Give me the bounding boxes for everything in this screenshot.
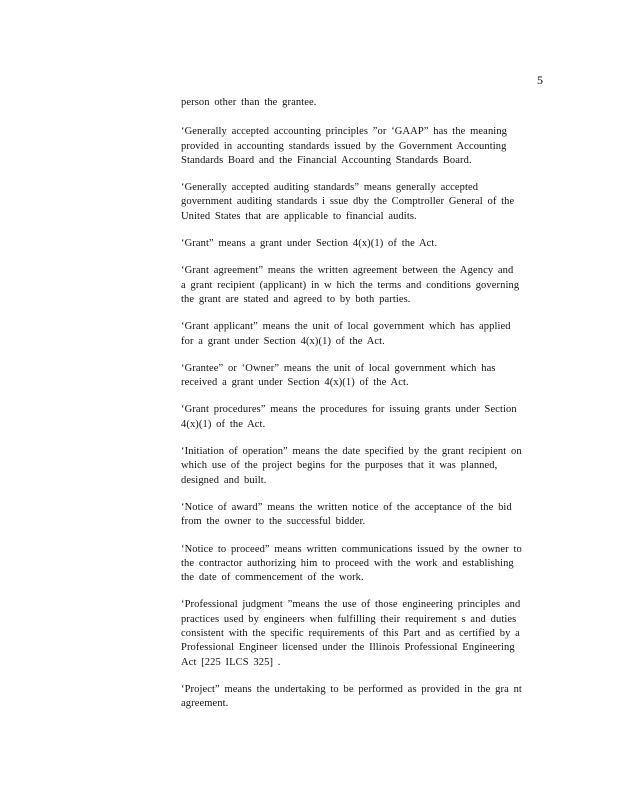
text-line: ‘Generally accepted auditing standards” means generally accepted (181, 182, 479, 194)
text-line: the grant are stated and agreed to by both parties. (181, 293, 411, 305)
definition-paragraph (181, 683, 541, 712)
text-line: ‘Generally accepted accounting principles ”or ‘GAAP” has the meaning (181, 126, 508, 138)
text-line: from the owner to the successful bidder. (181, 516, 366, 528)
text-line: ‘Professional judgment ”means the use of those engineering principles and (181, 599, 521, 611)
text-line: ‘Grant” means a grant under Section 4(x)(1) of the Act. (181, 238, 438, 250)
text-line: ‘Grant agreement” means the written agreement between the Agency and (181, 265, 514, 277)
text-line: which use of the project begins for the purposes that it was planned, (181, 460, 498, 472)
text-line: the contractor authorizing him to proceed with the work and establishing (181, 557, 514, 569)
text-line: practices used by engineers when fulfilling their requirement s and duties (181, 613, 517, 625)
definition-paragraph (181, 403, 541, 432)
text-line: provided in accounting standards issued by the Government Accounting (181, 140, 507, 152)
definition-paragraph (181, 237, 541, 251)
definition-paragraph (181, 181, 541, 224)
definition-paragraph (181, 445, 541, 488)
text-line: Professional Engineer licensed under the Illinois Professional Engineering (181, 642, 515, 654)
text-line: Act [225 ILCS 325] . (181, 656, 281, 668)
text-line: consistent with the specific requirements of this Part and as certified by a (181, 628, 520, 640)
text-line: ‘Grant applicant” means the unit of local government which has applied (181, 321, 511, 333)
text-line: government auditing standards i ssue dby the Comptroller General of the (181, 196, 515, 208)
page-number: 5 (537, 73, 543, 87)
definition-paragraph (181, 264, 541, 307)
text-line: ‘Grantee” or ‘Owner” means the unit of local government which has (181, 362, 496, 374)
definition-paragraph (181, 320, 541, 349)
text-line: the date of commencement of the work. (181, 572, 364, 584)
text-line: ‘Project” means the undertaking to be performed as provided in the gra nt (181, 683, 522, 695)
text-line: a grant recipient (applicant) in w hich the terms and conditions governing (181, 279, 520, 291)
text-line: ‘Grant procedures” means the procedures for issuing grants under Section (181, 404, 517, 416)
definition-paragraph (181, 96, 541, 110)
text-line: ‘Notice to proceed” means written communications issued by the owner to (181, 543, 522, 555)
text-line: ‘Notice of award” means the written notice of the acceptance of the bid (181, 501, 512, 513)
definition-paragraph (181, 125, 541, 168)
text-line: received a grant under Section 4(x)(1) of the Act. (181, 377, 409, 389)
definition-paragraph (181, 543, 541, 586)
text-line: Standards Board and the Financial Accounting Standards Board. (181, 154, 472, 166)
definition-paragraph (181, 501, 541, 530)
definition-paragraph (181, 362, 541, 391)
text-line: for a grant under Section 4(x)(1) of the Act. (181, 335, 385, 347)
text-line: 4(x)(1) of the Act. (181, 418, 266, 430)
definition-paragraph (181, 598, 541, 669)
text-line: United States that are applicable to financial audits. (181, 210, 417, 222)
text-line: person other than the grantee. (181, 97, 317, 108)
text-line: agreement. (181, 698, 229, 710)
document-body (181, 96, 541, 725)
text-line: ‘Initiation of operation” means the date specified by the grant recipient on (181, 446, 522, 458)
text-line: designed and built. (181, 474, 267, 486)
